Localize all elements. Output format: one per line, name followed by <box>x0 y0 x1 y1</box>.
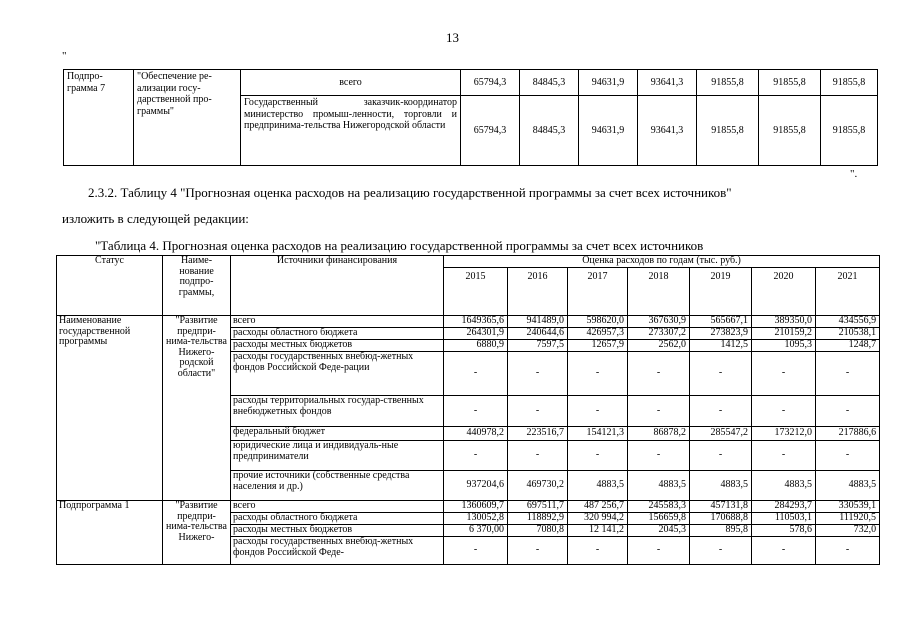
t1-cell: 91855,8 <box>759 96 821 166</box>
value-cell: - <box>628 396 690 427</box>
value-cell: 895,8 <box>690 525 752 537</box>
value-cell: 2562,0 <box>628 340 690 352</box>
t1-cell: 91855,8 <box>821 70 878 96</box>
row-source: прочие источники (собственные средства населения и др.) <box>231 471 444 501</box>
row-source: федеральный бюджет <box>231 427 444 441</box>
value-cell: 210159,2 <box>752 328 816 340</box>
value-cell: - <box>752 396 816 427</box>
value-cell: - <box>568 441 628 471</box>
value-cell: 732,0 <box>816 525 880 537</box>
value-cell: - <box>752 537 816 565</box>
value-cell: 565667,1 <box>690 316 752 328</box>
value-cell: 1360609,7 <box>444 501 508 513</box>
table-caption: "Таблица 4. Прогнозная оценка расходов на реализацию государственной программы за счет всех источников <box>95 238 704 253</box>
t1-status-cell: Подпро-грамма 7 <box>64 70 134 166</box>
value-cell: 4883,5 <box>752 471 816 501</box>
value-cell: 4883,5 <box>816 471 880 501</box>
header-year: 2015 <box>444 268 508 316</box>
t1-source-total: всего <box>241 70 461 96</box>
row-source: расходы областного бюджета <box>231 513 444 525</box>
value-cell: 12657,9 <box>568 340 628 352</box>
t1-cell: 91855,8 <box>697 70 759 96</box>
value-cell: - <box>444 352 508 396</box>
paragraph-continuation: изложить в следующей редакции: <box>62 211 249 226</box>
row-source: расходы местных бюджетов <box>231 525 444 537</box>
header-year: 2020 <box>752 268 816 316</box>
value-cell: - <box>752 441 816 471</box>
value-cell: - <box>568 396 628 427</box>
value-cell: 578,6 <box>752 525 816 537</box>
value-cell: 210538,1 <box>816 328 880 340</box>
value-cell: 389350,0 <box>752 316 816 328</box>
t1-cell: 91855,8 <box>821 96 878 166</box>
page-number: 13 <box>446 30 459 45</box>
value-cell: 937204,6 <box>444 471 508 501</box>
value-cell: - <box>508 396 568 427</box>
t1-cell: 93641,3 <box>638 96 697 166</box>
value-cell: 367630,9 <box>628 316 690 328</box>
row-source: расходы территориальных государ-ственных внебюджетных фондов <box>231 396 444 427</box>
value-cell: - <box>444 537 508 565</box>
value-cell: 469730,2 <box>508 471 568 501</box>
value-cell: - <box>816 396 880 427</box>
value-cell: 86878,2 <box>628 427 690 441</box>
header-year: 2021 <box>816 268 880 316</box>
header-name: Наиме-нование подпро-граммы, <box>163 256 231 316</box>
t1-cell: 94631,9 <box>579 70 638 96</box>
value-cell: 273307,2 <box>628 328 690 340</box>
value-cell: 7597,5 <box>508 340 568 352</box>
value-cell: 697511,7 <box>508 501 568 513</box>
value-cell: 457131,8 <box>690 501 752 513</box>
value-cell: 487 256,7 <box>568 501 628 513</box>
value-cell: 170688,8 <box>690 513 752 525</box>
value-cell: - <box>444 441 508 471</box>
value-cell: - <box>628 441 690 471</box>
value-cell: - <box>628 537 690 565</box>
row-source: расходы областного бюджета <box>231 328 444 340</box>
value-cell: - <box>752 352 816 396</box>
value-cell: - <box>816 537 880 565</box>
row-source: расходы государственных внебюд-жетных фондов Российской Феде- <box>231 537 444 565</box>
value-cell: 130052,8 <box>444 513 508 525</box>
group-status: Подпрограмма 1 <box>57 501 163 565</box>
value-cell: - <box>690 537 752 565</box>
value-cell: - <box>444 396 508 427</box>
paragraph-instruction: 2.3.2. Таблицу 4 "Прогнозная оценка расходов на реализацию государственной программы за счет всех источников" <box>88 185 732 200</box>
value-cell: - <box>568 537 628 565</box>
value-cell: - <box>568 352 628 396</box>
row-source: расходы местных бюджетов <box>231 340 444 352</box>
value-cell: 245583,3 <box>628 501 690 513</box>
header-estimate: Оценка расходов по годам (тыс. руб.) <box>444 256 880 268</box>
row-source: всего <box>231 501 444 513</box>
value-cell: 240644,6 <box>508 328 568 340</box>
value-cell: 284293,7 <box>752 501 816 513</box>
value-cell: 4883,5 <box>568 471 628 501</box>
value-cell: - <box>508 537 568 565</box>
row-source: расходы государственных внебюд-жетных фондов Российской Феде-рации <box>231 352 444 396</box>
value-cell: 1248,7 <box>816 340 880 352</box>
value-cell: - <box>690 396 752 427</box>
group-name: "Развитие предпри-нима-тельства Нижего- <box>163 501 231 565</box>
value-cell: 6880,9 <box>444 340 508 352</box>
t1-cell: 84845,3 <box>520 96 579 166</box>
value-cell: 598620,0 <box>568 316 628 328</box>
value-cell: 118892,9 <box>508 513 568 525</box>
value-cell: 4883,5 <box>690 471 752 501</box>
header-year: 2017 <box>568 268 628 316</box>
value-cell: 110503,1 <box>752 513 816 525</box>
value-cell: 941489,0 <box>508 316 568 328</box>
header-year: 2018 <box>628 268 690 316</box>
header-year: 2019 <box>690 268 752 316</box>
value-cell: 1649365,6 <box>444 316 508 328</box>
t1-cell: 94631,9 <box>579 96 638 166</box>
t1-source-customer: Государственный заказчик-координатор министерство промыш-ленности, торговли и предпринима-тельства Нижегородской области <box>241 96 461 166</box>
t1-cell: 91855,8 <box>759 70 821 96</box>
value-cell: 12 141,2 <box>568 525 628 537</box>
value-cell: - <box>816 352 880 396</box>
opening-quote: " <box>62 50 67 62</box>
value-cell: 440978,2 <box>444 427 508 441</box>
value-cell: - <box>508 441 568 471</box>
t1-name-cell: "Обеспечение ре-ализации госу-дарственной про-граммы" <box>134 70 241 166</box>
t1-cell: 84845,3 <box>520 70 579 96</box>
row-source: всего <box>231 316 444 328</box>
value-cell: 264301,9 <box>444 328 508 340</box>
value-cell: 7080,8 <box>508 525 568 537</box>
t1-cell: 91855,8 <box>697 96 759 166</box>
value-cell: 217886,6 <box>816 427 880 441</box>
value-cell: 2045,3 <box>628 525 690 537</box>
value-cell: 1095,3 <box>752 340 816 352</box>
t1-cell: 65794,3 <box>461 96 520 166</box>
value-cell: 426957,3 <box>568 328 628 340</box>
closing-quote: ". <box>850 168 858 180</box>
value-cell: - <box>690 441 752 471</box>
group-name: "Развитие предпри-нима-тельства Нижего-родской области" <box>163 316 231 501</box>
forecast-table <box>56 255 880 565</box>
value-cell: - <box>628 352 690 396</box>
value-cell: 156659,8 <box>628 513 690 525</box>
value-cell: 330539,1 <box>816 501 880 513</box>
value-cell: - <box>816 441 880 471</box>
value-cell: 320 994,2 <box>568 513 628 525</box>
header-status: Статус <box>57 256 163 316</box>
value-cell: 285547,2 <box>690 427 752 441</box>
header-year: 2016 <box>508 268 568 316</box>
subprogram-7-table <box>63 69 878 166</box>
t1-cell: 93641,3 <box>638 70 697 96</box>
value-cell: 1412,5 <box>690 340 752 352</box>
value-cell: - <box>508 352 568 396</box>
value-cell: 6 370,00 <box>444 525 508 537</box>
value-cell: 111920,5 <box>816 513 880 525</box>
header-sources: Источники финансирования <box>231 256 444 316</box>
value-cell: 434556,9 <box>816 316 880 328</box>
value-cell: 154121,3 <box>568 427 628 441</box>
group-status: Наименование государственной программы <box>57 316 163 501</box>
value-cell: - <box>690 352 752 396</box>
value-cell: 4883,5 <box>628 471 690 501</box>
t1-cell: 65794,3 <box>461 70 520 96</box>
value-cell: 273823,9 <box>690 328 752 340</box>
value-cell: 223516,7 <box>508 427 568 441</box>
value-cell: 173212,0 <box>752 427 816 441</box>
row-source: юридические лица и индивидуаль-ные предприниматели <box>231 441 444 471</box>
